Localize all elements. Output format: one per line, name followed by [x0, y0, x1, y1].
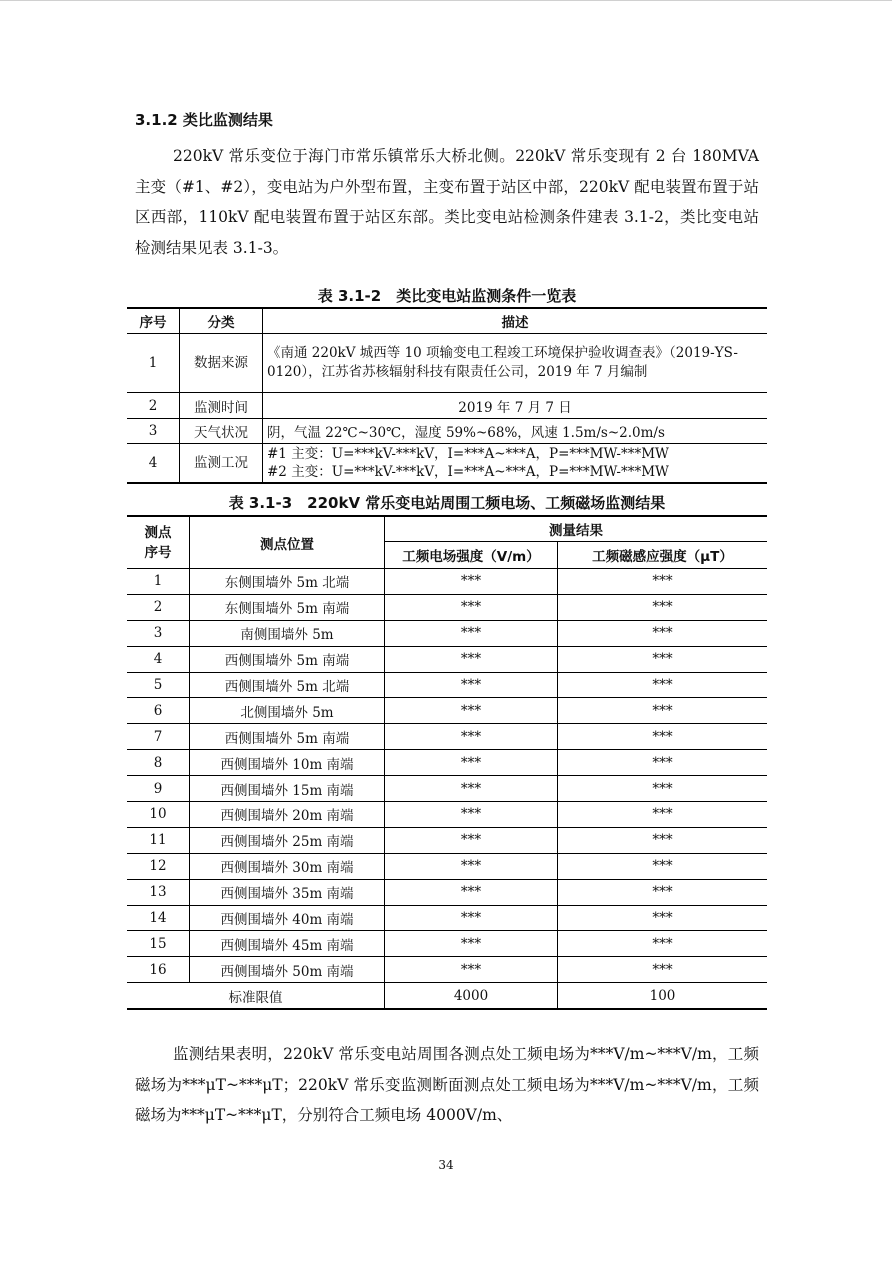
table1-cell-category: 天气状况	[180, 419, 263, 444]
b-field-cell: ***	[558, 931, 768, 957]
table1-cell-no: 2	[127, 393, 180, 419]
table1-cell-no: 1	[127, 334, 180, 393]
table1-header-row	[127, 308, 767, 334]
point-no-cell: 2	[127, 594, 190, 620]
table-row	[127, 776, 767, 802]
table1-header-category: 分类	[180, 308, 263, 334]
location-cell: 西侧围墙外 45m 南端	[190, 931, 385, 957]
location-cell: 东侧围墙外 5m 南端	[190, 594, 385, 620]
point-no-cell: 6	[127, 698, 190, 724]
table-row	[127, 724, 767, 750]
point-no-cell: 12	[127, 853, 190, 879]
b-field-cell: ***	[558, 827, 768, 853]
point-no-cell: 14	[127, 905, 190, 931]
limit-b-field: 100	[558, 983, 768, 1010]
table2-header-b-field: 工频磁感应强度（μT）	[558, 542, 768, 569]
e-field-cell: ***	[385, 931, 558, 957]
table-row	[127, 827, 767, 853]
intro-paragraph: 220kV 常乐变位于海门市常乐镇常乐大桥北侧。220kV 常乐变现有 2 台 180MVA 主变（#1、#2），变电站为户外型布置，主变布置于站区中部，220kV 配电装置布置于站区西部，110kV 配电装置布置于站区东部。类比变电站检测条件建表 3.1-2，类比变电站检测结果见表 3.1-3。	[135, 147, 759, 257]
b-field-cell: ***	[558, 646, 768, 672]
e-field-cell: ***	[385, 620, 558, 646]
table1-cell-description: 阴，气温 22℃~30℃，湿度 59%~68%，风速 1.5m/s~2.0m/s	[263, 419, 768, 444]
point-no-cell: 10	[127, 802, 190, 828]
b-field-cell: ***	[558, 724, 768, 750]
table1-caption: 表 3.1-2 类比变电站监测条件一览表	[317, 287, 577, 305]
table2-header-location: 测点位置	[190, 516, 385, 569]
limit-e-field: 4000	[385, 983, 558, 1010]
table2-header-row-1	[127, 516, 767, 542]
point-no-cell: 1	[127, 569, 190, 595]
header-point-no-line-2: 序号	[144, 544, 172, 561]
e-field-cell: ***	[385, 569, 558, 595]
location-cell: 西侧围墙外 5m 南端	[190, 646, 385, 672]
e-field-cell: ***	[385, 594, 558, 620]
b-field-cell: ***	[558, 569, 768, 595]
point-no-cell: 7	[127, 724, 190, 750]
e-field-cell: ***	[385, 957, 558, 983]
e-field-cell: ***	[385, 853, 558, 879]
table-row	[127, 853, 767, 879]
monitoring-conditions-table	[127, 307, 767, 484]
table-row	[127, 672, 767, 698]
e-field-cell: ***	[385, 879, 558, 905]
page-top-border	[0, 0, 892, 1]
table-row	[127, 931, 767, 957]
point-no-cell: 16	[127, 957, 190, 983]
table1-cell-category: 监测时间	[180, 393, 263, 419]
table1-row	[127, 419, 767, 444]
location-cell: 西侧围墙外 20m 南端	[190, 802, 385, 828]
table1-row	[127, 393, 767, 419]
limit-label: 标准限值	[127, 983, 385, 1010]
point-no-cell: 4	[127, 646, 190, 672]
table1-row	[127, 444, 767, 484]
b-field-cell: ***	[558, 620, 768, 646]
table1-cell-category: 监测工况	[180, 444, 263, 484]
location-cell: 西侧围墙外 5m 南端	[190, 724, 385, 750]
point-no-cell: 5	[127, 672, 190, 698]
monitoring-results-table	[127, 515, 767, 1010]
location-cell: 西侧围墙外 40m 南端	[190, 905, 385, 931]
table1-row	[127, 334, 767, 393]
e-field-cell: ***	[385, 802, 558, 828]
operating-condition-line-1: #1 主变：U=***kV-***kV，I=***A~***A，P=***MW-***MW	[267, 446, 669, 462]
table2-caption: 表 3.1-3 220kV 常乐变电站周围工频电场、工频磁场监测结果	[228, 494, 666, 512]
b-field-cell: ***	[558, 957, 768, 983]
b-field-cell: ***	[558, 776, 768, 802]
table1-cell-category: 数据来源	[180, 334, 263, 393]
e-field-cell: ***	[385, 905, 558, 931]
table-row	[127, 802, 767, 828]
header-point-no-line-1: 测点	[144, 524, 172, 541]
b-field-cell: ***	[558, 698, 768, 724]
table1-header-description: 描述	[263, 308, 768, 334]
e-field-cell: ***	[385, 646, 558, 672]
location-cell: 西侧围墙外 50m 南端	[190, 957, 385, 983]
point-no-cell: 11	[127, 827, 190, 853]
table-row	[127, 879, 767, 905]
table-row	[127, 646, 767, 672]
table-row	[127, 620, 767, 646]
table2-header-e-field: 工频电场强度（V/m）	[385, 542, 558, 569]
table2-header-result: 测量结果	[385, 516, 768, 542]
table2-header-point-no	[127, 516, 190, 569]
page-number: 34	[438, 1158, 454, 1172]
location-cell: 西侧围墙外 35m 南端	[190, 879, 385, 905]
b-field-cell: ***	[558, 853, 768, 879]
point-no-cell: 9	[127, 776, 190, 802]
table-row	[127, 905, 767, 931]
b-field-cell: ***	[558, 802, 768, 828]
location-cell: 西侧围墙外 5m 北端	[190, 672, 385, 698]
location-cell: 西侧围墙外 10m 南端	[190, 750, 385, 776]
e-field-cell: ***	[385, 827, 558, 853]
e-field-cell: ***	[385, 750, 558, 776]
e-field-cell: ***	[385, 698, 558, 724]
point-no-cell: 3	[127, 620, 190, 646]
b-field-cell: ***	[558, 905, 768, 931]
table-row	[127, 594, 767, 620]
location-cell: 东侧围墙外 5m 北端	[190, 569, 385, 595]
location-cell: 南侧围墙外 5m	[190, 620, 385, 646]
table-row	[127, 957, 767, 983]
b-field-cell: ***	[558, 594, 768, 620]
b-field-cell: ***	[558, 672, 768, 698]
e-field-cell: ***	[385, 672, 558, 698]
operating-condition-line-2: #2 主变：U=***kV-***kV，I=***A~***A，P=***MW-***MW	[267, 464, 669, 480]
point-no-cell: 15	[127, 931, 190, 957]
location-cell: 西侧围墙外 25m 南端	[190, 827, 385, 853]
e-field-cell: ***	[385, 776, 558, 802]
location-cell: 西侧围墙外 15m 南端	[190, 776, 385, 802]
table1-cell-description	[263, 444, 768, 484]
b-field-cell: ***	[558, 879, 768, 905]
location-cell: 西侧围墙外 30m 南端	[190, 853, 385, 879]
table1-cell-description: 2019 年 7 月 7 日	[263, 393, 768, 419]
location-cell: 北侧围墙外 5m	[190, 698, 385, 724]
table1-header-no: 序号	[127, 308, 180, 334]
table1-cell-no: 3	[127, 419, 180, 444]
table1-cell-no: 4	[127, 444, 180, 484]
table2-body	[127, 569, 767, 983]
e-field-cell: ***	[385, 724, 558, 750]
b-field-cell: ***	[558, 750, 768, 776]
section-heading: 3.1.2 类比监测结果	[135, 111, 273, 129]
conclusion-paragraph: 监测结果表明，220kV 常乐变电站周围各测点处工频电场为***V/m~***V/m，工频磁场为***μT~***μT；220kV 常乐变监测断面测点处工频电场为***V/m~***V/m，工频磁场为***μT~***μT，分别符合工频电场 4000V/m、	[135, 1045, 759, 1124]
table-row	[127, 569, 767, 595]
table1-cell-description: 《南通 220kV 城西等 10 项输变电工程竣工环境保护验收调查表》（2019-YS-0120），江苏省苏核辐射科技有限责任公司，2019 年 7 月编制	[263, 334, 768, 393]
point-no-cell: 13	[127, 879, 190, 905]
table2-limit-row	[127, 983, 767, 1010]
table-row	[127, 750, 767, 776]
table-row	[127, 698, 767, 724]
point-no-cell: 8	[127, 750, 190, 776]
